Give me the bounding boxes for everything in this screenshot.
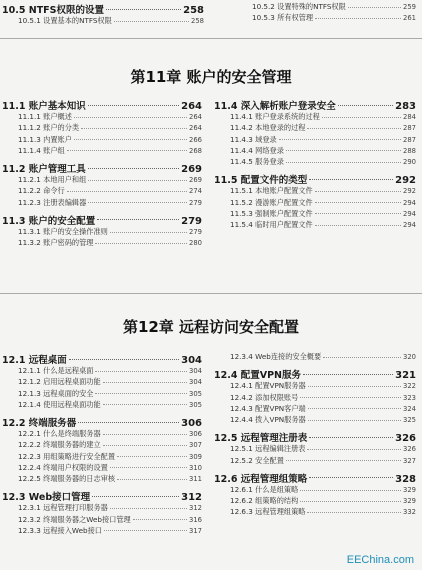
dot-leader bbox=[74, 117, 187, 118]
toc-page-number: 311 bbox=[189, 475, 202, 483]
toc-page-number: 279 bbox=[189, 198, 202, 207]
toc-section-entry bbox=[214, 367, 416, 381]
dot-leader bbox=[67, 191, 187, 192]
toc-page-number: 264 bbox=[181, 101, 202, 112]
toc-page-number: 264 bbox=[189, 113, 202, 122]
toc-page-number: 279 bbox=[189, 228, 202, 236]
toc-page-number: 294 bbox=[403, 221, 416, 229]
toc-entry-title: 12.5.2 安全配置 bbox=[230, 455, 284, 465]
toc-entry-title: 11.4.3 域登录 bbox=[230, 134, 277, 144]
top-divider bbox=[0, 38, 422, 39]
toc-subsection-entry bbox=[18, 515, 202, 525]
toc-page-number: 327 bbox=[403, 456, 416, 465]
toc-subsection-entry bbox=[18, 16, 204, 26]
toc-page-number: 258 bbox=[191, 17, 204, 26]
toc-entry-title: 11.1.2 账户的分类 bbox=[18, 123, 80, 133]
toc-entry-title: 11.3.1 账户的安全操作准则 bbox=[18, 227, 108, 236]
toc-page-number: 269 bbox=[181, 164, 202, 175]
toc-page-number: 287 bbox=[403, 124, 416, 133]
dot-leader bbox=[78, 422, 179, 423]
toc-subsection-entry bbox=[18, 389, 202, 399]
dot-leader bbox=[300, 501, 401, 502]
toc-entry-title: 12.6.1 什么是组策略 bbox=[230, 485, 299, 494]
toc-entry-title: 12.1.2 启用远程桌面功能 bbox=[18, 377, 101, 387]
toc-section-entry bbox=[2, 98, 202, 112]
dot-leader bbox=[308, 386, 401, 387]
dot-leader bbox=[110, 232, 187, 233]
dot-leader bbox=[323, 357, 401, 358]
toc-subsection-entry bbox=[18, 526, 202, 536]
toc-subsection-entry bbox=[230, 135, 416, 145]
dot-leader bbox=[307, 128, 401, 129]
toc-subsection-entry bbox=[230, 112, 416, 122]
toc-entry-title: 11.4 深入解析账户登录安全 bbox=[214, 101, 336, 112]
toc-subsection-entry bbox=[230, 415, 416, 425]
toc-subsection-entry bbox=[230, 123, 416, 133]
toc-entry-title: 11.4.1 账户登录系统的过程 bbox=[230, 112, 320, 122]
dot-leader bbox=[286, 460, 401, 461]
toc-subsection-entry bbox=[18, 440, 202, 450]
toc-page-number: 326 bbox=[395, 433, 416, 445]
dot-leader bbox=[67, 150, 187, 151]
toc-entry-title: 10.5.2 设置特殊的NTFS权限 bbox=[252, 2, 346, 11]
dot-leader bbox=[315, 18, 401, 19]
toc-entry-title: 12.3.4 Web连接的安全概要 bbox=[230, 352, 322, 361]
toc-entry-title: 12.2 终端服务器 bbox=[2, 418, 77, 429]
toc-entry-title: 12.4.2 添加权限账号 bbox=[230, 392, 299, 402]
toc-page-number: 324 bbox=[403, 404, 416, 413]
toc-page-number: 323 bbox=[403, 393, 416, 402]
dot-leader bbox=[88, 202, 187, 203]
toc-subsection-entry bbox=[230, 186, 416, 196]
chapter-divider bbox=[0, 293, 422, 294]
toc-subsection-entry bbox=[230, 456, 416, 466]
toc-entry-title: 11.1.4 账户组 bbox=[18, 145, 65, 155]
toc-subsection-entry bbox=[18, 400, 202, 410]
dot-leader bbox=[92, 496, 179, 497]
toc-page-number: 304 bbox=[189, 378, 202, 387]
toc-entry-title: 11.2.3 注册表编辑器 bbox=[18, 197, 87, 207]
toc-entry-title: 12.3.3 远程接入Web接口 bbox=[18, 525, 102, 535]
toc-page-number: 312 bbox=[181, 492, 202, 504]
dot-leader bbox=[309, 437, 393, 438]
toc-page-number: 279 bbox=[181, 215, 202, 227]
toc-subsection-entry bbox=[18, 366, 202, 376]
toc-subsection-entry bbox=[18, 175, 202, 185]
toc-subsection-entry bbox=[18, 123, 202, 133]
dot-leader bbox=[279, 139, 401, 140]
dot-leader bbox=[117, 456, 187, 457]
toc-subsection-entry bbox=[230, 198, 416, 208]
dot-leader bbox=[103, 382, 187, 383]
toc-subsection-entry bbox=[18, 135, 202, 145]
toc-page-number: 264 bbox=[189, 124, 202, 133]
toc-subsection-entry bbox=[230, 352, 416, 362]
dot-leader bbox=[308, 420, 401, 421]
dot-leader bbox=[81, 128, 187, 129]
watermark: EEChina.com bbox=[346, 554, 414, 566]
toc-page-number: 325 bbox=[403, 416, 416, 424]
toc-subsection-entry bbox=[252, 13, 416, 23]
toc-subsection-entry bbox=[18, 186, 202, 196]
toc-entry-title: 12.2.1 什么是终端服务器 bbox=[18, 429, 101, 439]
toc-entry-title: 11.4.5 服务登录 bbox=[230, 157, 284, 166]
dot-leader bbox=[103, 404, 187, 405]
toc-entry-title: 12.4.1 配置VPN服务器 bbox=[230, 381, 306, 391]
toc-page-number: 269 bbox=[189, 176, 202, 185]
toc-entry-title: 12.5 远程管理注册表 bbox=[214, 433, 308, 445]
toc-page-number: 317 bbox=[189, 526, 202, 535]
toc-subsection-entry bbox=[230, 404, 416, 414]
dot-leader bbox=[309, 477, 393, 478]
toc-page-number: 306 bbox=[189, 430, 202, 439]
toc-entry-title: 11.1.1 账户概述 bbox=[18, 112, 72, 122]
toc-page-number: 316 bbox=[189, 515, 202, 524]
dot-leader bbox=[315, 213, 401, 214]
toc-page-number: 258 bbox=[183, 5, 204, 16]
dot-leader bbox=[74, 139, 187, 140]
toc-entry-title: 12.1.3 远程桌面的安全 bbox=[18, 388, 94, 398]
toc-page-number: 326 bbox=[403, 445, 416, 454]
toc-section-entry bbox=[2, 213, 202, 227]
toc-page-number: 287 bbox=[403, 135, 416, 144]
toc-subsection-entry bbox=[230, 444, 416, 454]
toc-entry-title: 11.5.2 漫游账户配置文件 bbox=[230, 197, 313, 207]
toc-section-entry bbox=[2, 161, 202, 175]
toc-section-entry bbox=[2, 489, 202, 503]
toc-entry-title: 12.2.2 终端服务器的建立 bbox=[18, 440, 101, 450]
toc-entry-title: 11.1 账户基本知识 bbox=[2, 101, 86, 112]
toc-entry-title: 11.1.3 内置账户 bbox=[18, 134, 72, 144]
dot-leader bbox=[315, 225, 401, 226]
toc-entry-title: 12.6.3 远程管理组策略 bbox=[230, 507, 306, 517]
toc-entry-title: 11.4.2 本地登录的过程 bbox=[230, 123, 306, 133]
toc-entry-title: 11.5.3 强制账户配置文件 bbox=[230, 208, 313, 218]
toc-page-number: 280 bbox=[189, 239, 202, 248]
toc-subsection-entry bbox=[18, 112, 202, 122]
toc-entry-title: 11.2.1 本地用户和组 bbox=[18, 175, 87, 185]
toc-subsection-entry bbox=[230, 209, 416, 219]
toc-entry-title: 12.3.1 远程管理打印服务器 bbox=[18, 503, 108, 513]
toc-page-number: 274 bbox=[189, 187, 202, 196]
toc-page-number: 321 bbox=[395, 370, 416, 382]
dot-leader bbox=[315, 191, 401, 192]
toc-subsection-entry bbox=[18, 227, 202, 237]
dot-leader bbox=[338, 105, 393, 106]
toc-entry-title: 10.5 NTFS权限的设置 bbox=[2, 5, 105, 16]
toc-page-number: 261 bbox=[403, 14, 416, 23]
toc-entry-title: 12.2.3 用组策略进行安全配置 bbox=[18, 451, 116, 461]
toc-entry-title: 12.3 Web接口管理 bbox=[2, 492, 91, 504]
toc-subsection-entry bbox=[230, 507, 416, 517]
toc-page-number: 332 bbox=[403, 508, 416, 517]
toc-entry-title: 12.5.1 远程编辑注册表 bbox=[230, 444, 306, 454]
dot-leader bbox=[303, 374, 393, 375]
toc-page-number: 266 bbox=[189, 135, 202, 144]
toc-subsection-entry bbox=[18, 198, 202, 208]
toc-subsection-entry bbox=[230, 157, 416, 167]
toc-subsection-entry bbox=[18, 238, 202, 248]
toc-page-number: 322 bbox=[403, 382, 416, 391]
toc-page-number: 310 bbox=[189, 463, 202, 472]
dot-leader bbox=[348, 7, 401, 8]
dot-leader bbox=[95, 243, 187, 244]
dot-leader bbox=[110, 508, 187, 509]
chapter-11-heading: 第11章 账户的安全管理 bbox=[130, 68, 292, 86]
toc-section-entry bbox=[2, 415, 202, 429]
toc-entry-title: 11.3.2 账户密码的管理 bbox=[18, 238, 94, 248]
toc-subsection-entry bbox=[18, 429, 202, 439]
toc-page-number: 304 bbox=[181, 355, 202, 366]
toc-section-entry bbox=[214, 98, 416, 112]
toc-entry-title: 11.4.4 网络登录 bbox=[230, 145, 284, 155]
toc-entry-title: 12.3.2 终端服务器之Web接口管理 bbox=[18, 514, 131, 524]
toc-subsection-entry bbox=[18, 377, 202, 387]
dot-leader bbox=[95, 371, 187, 372]
dot-leader bbox=[300, 490, 401, 491]
dot-leader bbox=[97, 219, 179, 220]
toc-entry-title: 12.4.3 配置VPN客户端 bbox=[230, 403, 306, 413]
dot-leader bbox=[104, 530, 187, 531]
toc-page-number: 306 bbox=[181, 418, 202, 429]
dot-leader bbox=[309, 179, 393, 180]
toc-subsection-entry bbox=[230, 146, 416, 156]
toc-entry-title: 12.1.1 什么是远程桌面 bbox=[18, 366, 94, 376]
toc-subsection-entry bbox=[230, 381, 416, 391]
toc-page-number: 294 bbox=[403, 198, 416, 207]
toc-entry-title: 12.4 配置VPN服务 bbox=[214, 370, 302, 382]
toc-entry-title: 12.6.2 组策略的结构 bbox=[230, 496, 299, 506]
toc-page-number: 283 bbox=[395, 101, 416, 112]
toc-subsection-entry bbox=[18, 463, 202, 473]
toc-page-number: 305 bbox=[189, 400, 202, 409]
toc-page-number: 320 bbox=[403, 353, 416, 361]
dot-leader bbox=[315, 202, 401, 203]
toc-page-number: 305 bbox=[189, 389, 202, 398]
toc-entry-title: 12.1.4 使用远程桌面功能 bbox=[18, 399, 101, 409]
toc-page-number: 268 bbox=[189, 146, 202, 155]
dot-leader bbox=[103, 434, 187, 435]
dot-leader bbox=[88, 180, 187, 181]
toc-entry-title: 12.6 远程管理组策略 bbox=[214, 473, 308, 485]
dot-leader bbox=[106, 9, 181, 10]
toc-entry-title: 11.2 账户管理工具 bbox=[2, 164, 86, 175]
dot-leader bbox=[133, 519, 187, 520]
dot-leader bbox=[110, 467, 187, 468]
dot-leader bbox=[307, 512, 401, 513]
toc-subsection-entry bbox=[18, 146, 202, 156]
chapter-12-heading: 第12章 远程访问安全配置 bbox=[122, 318, 300, 336]
toc-entry-title: 11.2.2 命令行 bbox=[18, 186, 65, 196]
dot-leader bbox=[117, 479, 187, 480]
toc-page-number: 259 bbox=[403, 3, 416, 11]
dot-leader bbox=[95, 393, 187, 394]
toc-page-number: 328 bbox=[395, 473, 416, 485]
toc-page-number: 329 bbox=[403, 486, 416, 494]
toc-section-entry bbox=[2, 2, 204, 16]
toc-entry-title: 11.5.1 本地账户配置文件 bbox=[230, 186, 313, 196]
toc-entry-title: 12.4.4 拨入VPN服务器 bbox=[230, 415, 306, 424]
toc-subsection-entry bbox=[230, 496, 416, 506]
toc-entry-title: 12.2.4 终端用户权限的设置 bbox=[18, 462, 108, 472]
toc-section-entry bbox=[2, 352, 202, 366]
toc-subsection-entry bbox=[230, 485, 416, 495]
toc-page-number: 307 bbox=[189, 441, 202, 450]
toc-subsection-entry bbox=[18, 452, 202, 462]
toc-subsection-entry bbox=[230, 220, 416, 230]
toc-entry-title: 12.2.5 终端服务器的日志审核 bbox=[18, 474, 116, 483]
dot-leader bbox=[69, 359, 179, 360]
dot-leader bbox=[88, 168, 179, 169]
toc-page-number: 294 bbox=[403, 209, 416, 218]
dot-leader bbox=[88, 105, 179, 106]
toc-page-number: 312 bbox=[189, 504, 202, 513]
toc-entry-title: 11.3 账户的安全配置 bbox=[2, 215, 96, 227]
toc-section-entry bbox=[214, 471, 416, 485]
toc-page-number: 292 bbox=[395, 175, 416, 187]
toc-section-entry bbox=[214, 172, 416, 186]
toc-entry-title: 11.5.4 临时用户配置文件 bbox=[230, 220, 313, 229]
toc-page-number: 329 bbox=[403, 497, 416, 506]
toc-page-number: 290 bbox=[403, 158, 416, 166]
dot-leader bbox=[300, 397, 401, 398]
dot-leader bbox=[286, 150, 401, 151]
toc-page-number: 309 bbox=[189, 452, 202, 461]
dot-leader bbox=[103, 445, 187, 446]
toc-section-entry bbox=[214, 430, 416, 444]
toc-entry-title: 11.5 配置文件的类型 bbox=[214, 175, 308, 187]
dot-leader bbox=[307, 449, 401, 450]
toc-subsection-entry bbox=[230, 393, 416, 403]
dot-leader bbox=[114, 21, 189, 22]
toc-page-number: 284 bbox=[403, 113, 416, 122]
dot-leader bbox=[286, 162, 401, 163]
toc-entry-title: 12.1 远程桌面 bbox=[2, 355, 67, 366]
toc-page-number: 288 bbox=[403, 146, 416, 155]
toc-entry-title: 10.5.1 设置基本的NTFS权限 bbox=[18, 16, 112, 26]
toc-page-number: 304 bbox=[189, 367, 202, 376]
dot-leader bbox=[308, 408, 401, 409]
toc-page-number: 292 bbox=[403, 187, 416, 196]
toc-subsection-entry bbox=[18, 503, 202, 513]
toc-subsection-entry bbox=[18, 474, 202, 484]
toc-entry-title: 10.5.3 所有权管理 bbox=[252, 13, 314, 23]
dot-leader bbox=[322, 117, 401, 118]
toc-subsection-entry bbox=[252, 2, 416, 12]
